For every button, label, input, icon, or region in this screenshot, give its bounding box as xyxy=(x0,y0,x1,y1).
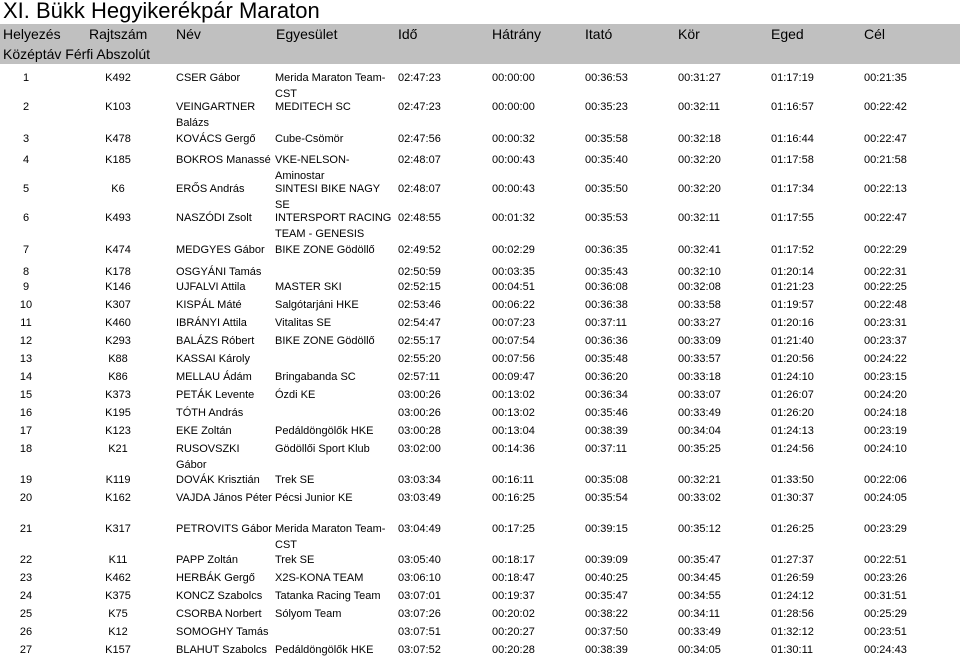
cell-drink: 00:36:53 xyxy=(585,72,628,84)
cell-name: IBRÁNYI Attila xyxy=(176,317,247,329)
cell-finish: 00:23:37 xyxy=(864,335,907,347)
cell-eged: 01:17:58 xyxy=(771,154,814,166)
cell-time: 02:55:17 xyxy=(398,335,441,347)
cell-bib: K474 xyxy=(105,244,131,256)
cell-rank: 18 xyxy=(19,443,33,455)
cell-lap: 00:32:41 xyxy=(678,244,721,256)
cell-time: 03:07:52 xyxy=(398,644,441,656)
cell-drink: 00:39:09 xyxy=(585,554,628,566)
cell-name: VAJDA János Péter xyxy=(176,492,272,504)
cell-finish: 00:23:26 xyxy=(864,572,907,584)
cell-eged: 01:16:44 xyxy=(771,133,814,145)
cell-name: KISPÁL Máté xyxy=(176,299,242,311)
cell-bib: K307 xyxy=(105,299,131,311)
cell-time: 02:47:23 xyxy=(398,101,441,113)
cell-time: 02:52:15 xyxy=(398,281,441,293)
cell-rank: 14 xyxy=(19,371,33,383)
cell-bib: K123 xyxy=(105,425,131,437)
cell-time: 03:07:01 xyxy=(398,590,441,602)
cell-gap: 00:02:29 xyxy=(492,244,535,256)
cell-rank: 10 xyxy=(19,299,33,311)
cell-time: 02:55:20 xyxy=(398,353,441,365)
cell-finish: 00:22:06 xyxy=(864,474,907,486)
cell-name: BOKROS Manassé xyxy=(176,154,271,166)
cell-finish: 00:22:51 xyxy=(864,554,907,566)
cell-time: 03:00:26 xyxy=(398,389,441,401)
cell-rank: 2 xyxy=(22,101,30,113)
header-finish: Cél xyxy=(864,26,886,42)
cell-eged: 01:16:57 xyxy=(771,101,814,113)
cell-club: BIKE ZONE Gödöllő xyxy=(275,244,375,256)
cell-name: EKE Zoltán xyxy=(176,425,232,437)
cell-eged: 01:26:20 xyxy=(771,407,814,419)
cell-rank: 12 xyxy=(19,335,33,347)
cell-gap: 00:00:00 xyxy=(492,101,535,113)
cell-lap: 00:33:58 xyxy=(678,299,721,311)
cell-drink: 00:38:39 xyxy=(585,425,628,437)
cell-bib: K373 xyxy=(105,389,131,401)
cell-drink: 00:35:08 xyxy=(585,474,628,486)
cell-lap: 00:33:49 xyxy=(678,626,721,638)
cell-finish: 00:22:47 xyxy=(864,133,907,145)
cell-eged: 01:21:23 xyxy=(771,281,814,293)
cell-drink: 00:37:11 xyxy=(585,443,628,455)
cell-bib: K162 xyxy=(105,492,131,504)
cell-gap: 00:20:27 xyxy=(492,626,535,638)
cell-name: OSGYÁNI Tamás xyxy=(176,266,262,278)
header-gap: Hátrány xyxy=(492,26,542,42)
cell-rank: 13 xyxy=(19,353,33,365)
cell-name: PETROVITS Gábor xyxy=(176,523,272,535)
cell-time: 03:07:51 xyxy=(398,626,441,638)
cell-drink: 00:35:43 xyxy=(585,266,628,278)
cell-finish: 00:24:18 xyxy=(864,407,907,419)
cell-gap: 00:00:43 xyxy=(492,154,535,166)
cell-rank: 6 xyxy=(22,212,30,224)
cell-club: Pécsi Junior KE xyxy=(275,492,353,504)
cell-finish: 00:21:35 xyxy=(864,72,907,84)
cell-drink: 00:35:48 xyxy=(585,353,628,365)
cell-gap: 00:07:23 xyxy=(492,317,535,329)
header-rank: Helyezés xyxy=(3,26,61,42)
cell-bib: K86 xyxy=(108,371,128,383)
cell-club: SINTESI BIKE NAGY SE xyxy=(275,183,380,211)
cell-time: 03:05:40 xyxy=(398,554,441,566)
cell-time: 02:47:23 xyxy=(398,72,441,84)
cell-time: 03:04:49 xyxy=(398,523,441,535)
cell-rank: 15 xyxy=(19,389,33,401)
cell-eged: 01:24:10 xyxy=(771,371,814,383)
cell-bib: K21 xyxy=(108,443,128,455)
cell-lap: 00:34:55 xyxy=(678,590,721,602)
cell-time: 02:48:07 xyxy=(398,183,441,195)
cell-drink: 00:39:15 xyxy=(585,523,628,535)
cell-club: Merida Maraton Team-CST xyxy=(275,72,386,100)
cell-bib: K88 xyxy=(108,353,128,365)
cell-eged: 01:20:56 xyxy=(771,353,814,365)
cell-bib: K178 xyxy=(105,266,131,278)
cell-time: 03:00:26 xyxy=(398,407,441,419)
cell-lap: 00:32:20 xyxy=(678,183,721,195)
page-title: XI. Bükk Hegyikerékpár Maraton xyxy=(3,0,320,23)
cell-drink: 00:37:50 xyxy=(585,626,628,638)
cell-gap: 00:14:36 xyxy=(492,443,535,455)
cell-finish: 00:31:51 xyxy=(864,590,907,602)
cell-eged: 01:20:14 xyxy=(771,266,814,278)
cell-eged: 01:26:07 xyxy=(771,389,814,401)
cell-bib: K157 xyxy=(105,644,131,656)
cell-finish: 00:23:51 xyxy=(864,626,907,638)
cell-bib: K195 xyxy=(105,407,131,419)
cell-name: ERŐS András xyxy=(176,183,245,195)
cell-gap: 00:00:00 xyxy=(492,72,535,84)
cell-time: 03:00:28 xyxy=(398,425,441,437)
cell-club: Trek SE xyxy=(275,474,315,486)
cell-lap: 00:34:04 xyxy=(678,425,721,437)
cell-bib: K293 xyxy=(105,335,131,347)
cell-bib: K375 xyxy=(105,590,131,602)
cell-name: DOVÁK Krisztián xyxy=(176,474,260,486)
cell-lap: 00:32:08 xyxy=(678,281,721,293)
cell-gap: 00:01:32 xyxy=(492,212,535,224)
header-name: Név xyxy=(176,26,201,42)
cell-time: 02:49:52 xyxy=(398,244,441,256)
cell-bib: K11 xyxy=(108,554,128,566)
cell-bib: K317 xyxy=(105,523,131,535)
cell-eged: 01:24:13 xyxy=(771,425,814,437)
cell-name: HERBÁK Gergő xyxy=(176,572,255,584)
cell-name: CSORBA Norbert xyxy=(176,608,262,620)
cell-lap: 00:34:11 xyxy=(678,608,721,620)
cell-rank: 9 xyxy=(22,281,30,293)
cell-time: 02:54:47 xyxy=(398,317,441,329)
cell-drink: 00:35:53 xyxy=(585,212,628,224)
cell-name: NASZÓDI Zsolt xyxy=(176,212,252,224)
cell-club: BIKE ZONE Gödöllő xyxy=(275,335,375,347)
cell-rank: 22 xyxy=(19,554,33,566)
cell-lap: 00:35:12 xyxy=(678,523,721,535)
cell-finish: 00:22:25 xyxy=(864,281,907,293)
cell-lap: 00:34:05 xyxy=(678,644,721,656)
cell-gap: 00:07:54 xyxy=(492,335,535,347)
cell-gap: 00:16:25 xyxy=(492,492,535,504)
cell-gap: 00:19:37 xyxy=(492,590,535,602)
cell-club: Trek SE xyxy=(275,554,315,566)
cell-rank: 25 xyxy=(19,608,33,620)
cell-club: MASTER SKI xyxy=(275,281,342,293)
cell-eged: 01:27:37 xyxy=(771,554,814,566)
cell-name: VEINGARTNER Balázs xyxy=(176,101,256,129)
cell-gap: 00:06:22 xyxy=(492,299,535,311)
cell-rank: 17 xyxy=(19,425,33,437)
cell-drink: 00:35:46 xyxy=(585,407,628,419)
cell-gap: 00:00:43 xyxy=(492,183,535,195)
cell-eged: 01:17:19 xyxy=(771,72,814,84)
cell-eged: 01:28:56 xyxy=(771,608,814,620)
cell-eged: 01:26:59 xyxy=(771,572,814,584)
header-time: Idő xyxy=(398,26,418,42)
cell-lap: 00:35:47 xyxy=(678,554,721,566)
cell-finish: 00:25:29 xyxy=(864,608,907,620)
cell-rank: 23 xyxy=(19,572,33,584)
cell-club: MEDITECH SC xyxy=(275,101,351,113)
cell-finish: 00:23:29 xyxy=(864,523,907,535)
cell-drink: 00:40:25 xyxy=(585,572,628,584)
header-drink: Itató xyxy=(585,26,613,42)
cell-finish: 00:22:42 xyxy=(864,101,907,113)
header-bib: Rajtszám xyxy=(89,26,148,42)
cell-drink: 00:36:34 xyxy=(585,389,628,401)
cell-eged: 01:26:25 xyxy=(771,523,814,535)
cell-lap: 00:33:57 xyxy=(678,353,721,365)
cell-rank: 1 xyxy=(22,72,30,84)
cell-rank: 27 xyxy=(19,644,33,656)
cell-finish: 00:24:22 xyxy=(864,353,907,365)
cell-rank: 20 xyxy=(19,492,33,504)
cell-eged: 01:17:52 xyxy=(771,244,814,256)
cell-bib: K462 xyxy=(105,572,131,584)
cell-bib: K460 xyxy=(105,317,131,329)
cell-bib: K478 xyxy=(105,133,131,145)
cell-lap: 00:35:25 xyxy=(678,443,721,455)
cell-rank: 8 xyxy=(22,266,30,278)
cell-drink: 00:38:22 xyxy=(585,608,628,620)
cell-lap: 00:33:27 xyxy=(678,317,721,329)
cell-rank: 3 xyxy=(22,133,30,145)
cell-lap: 00:34:45 xyxy=(678,572,721,584)
cell-rank: 4 xyxy=(22,154,30,166)
cell-lap: 00:32:10 xyxy=(678,266,721,278)
cell-finish: 00:22:31 xyxy=(864,266,907,278)
cell-gap: 00:18:47 xyxy=(492,572,535,584)
cell-finish: 00:22:48 xyxy=(864,299,907,311)
cell-time: 03:03:49 xyxy=(398,492,441,504)
cell-rank: 16 xyxy=(19,407,33,419)
cell-club: Vitalitas SE xyxy=(275,317,332,329)
cell-name: SOMOGHY Tamás xyxy=(176,626,269,638)
cell-drink: 00:35:54 xyxy=(585,492,628,504)
cell-drink: 00:37:11 xyxy=(585,317,628,329)
cell-lap: 00:32:11 xyxy=(678,101,721,113)
cell-bib: K119 xyxy=(105,474,131,486)
cell-bib: K493 xyxy=(105,212,131,224)
header-club: Egyesület xyxy=(276,26,338,42)
cell-bib: K185 xyxy=(105,154,131,166)
cell-time: 02:57:11 xyxy=(398,371,441,383)
cell-time: 03:03:34 xyxy=(398,474,441,486)
cell-club: Tatanka Racing Team xyxy=(275,590,381,602)
cell-drink: 00:35:40 xyxy=(585,154,628,166)
column-header-bar xyxy=(0,24,960,44)
cell-name: TÓTH András xyxy=(176,407,244,419)
cell-name: PETÁK Levente xyxy=(176,389,255,401)
cell-drink: 00:36:36 xyxy=(585,335,628,347)
cell-lap: 00:31:27 xyxy=(678,72,721,84)
cell-time: 03:07:26 xyxy=(398,608,441,620)
header-lap: Kör xyxy=(678,26,700,42)
cell-lap: 00:33:49 xyxy=(678,407,721,419)
cell-drink: 00:35:23 xyxy=(585,101,628,113)
cell-bib: K12 xyxy=(108,626,128,638)
cell-eged: 01:17:34 xyxy=(771,183,814,195)
cell-drink: 00:36:38 xyxy=(585,299,628,311)
cell-club: Sólyom Team xyxy=(275,608,342,620)
cell-club: VKE-NELSON-Aminostar xyxy=(275,154,350,182)
cell-finish: 00:23:31 xyxy=(864,317,907,329)
cell-finish: 00:21:58 xyxy=(864,154,907,166)
cell-name: MELLAU Ádám xyxy=(176,371,252,383)
cell-gap: 00:16:11 xyxy=(492,474,535,486)
cell-drink: 00:36:08 xyxy=(585,281,628,293)
category-title: Középtáv Férfi Abszolút xyxy=(3,46,151,62)
cell-name: CSER Gábor xyxy=(176,72,241,84)
cell-finish: 00:22:13 xyxy=(864,183,907,195)
cell-finish: 00:24:05 xyxy=(864,492,907,504)
cell-lap: 00:32:18 xyxy=(678,133,721,145)
cell-eged: 01:19:57 xyxy=(771,299,814,311)
cell-rank: 26 xyxy=(19,626,33,638)
cell-finish: 00:22:29 xyxy=(864,244,907,256)
cell-drink: 00:35:47 xyxy=(585,590,628,602)
cell-drink: 00:36:20 xyxy=(585,371,628,383)
cell-name: KASSAI Károly xyxy=(176,353,250,365)
cell-lap: 00:32:11 xyxy=(678,212,721,224)
cell-time: 02:48:07 xyxy=(398,154,441,166)
cell-lap: 00:32:20 xyxy=(678,154,721,166)
cell-gap: 00:03:35 xyxy=(492,266,535,278)
cell-club: Cube-Csömör xyxy=(275,133,344,145)
cell-club: Pedáldöngölők HKE xyxy=(275,425,374,437)
cell-eged: 01:32:12 xyxy=(771,626,814,638)
cell-gap: 00:07:56 xyxy=(492,353,535,365)
cell-club: Gödöllői Sport Klub xyxy=(275,443,370,455)
cell-time: 03:02:00 xyxy=(398,443,441,455)
cell-time: 02:53:46 xyxy=(398,299,441,311)
cell-time: 02:50:59 xyxy=(398,266,441,278)
cell-name: BLAHUT Szabolcs xyxy=(176,644,267,656)
cell-eged: 01:17:55 xyxy=(771,212,814,224)
cell-drink: 00:38:39 xyxy=(585,644,628,656)
cell-club: X2S-KONA TEAM xyxy=(275,572,364,584)
cell-gap: 00:20:28 xyxy=(492,644,535,656)
cell-eged: 01:30:37 xyxy=(771,492,814,504)
cell-gap: 00:00:32 xyxy=(492,133,535,145)
cell-gap: 00:04:51 xyxy=(492,281,535,293)
cell-lap: 00:33:18 xyxy=(678,371,721,383)
cell-gap: 00:09:47 xyxy=(492,371,535,383)
cell-time: 02:48:55 xyxy=(398,212,441,224)
cell-gap: 00:17:25 xyxy=(492,523,535,535)
cell-club: INTERSPORT RACING TEAM - GENESIS xyxy=(275,212,392,240)
cell-time: 03:06:10 xyxy=(398,572,441,584)
cell-rank: 19 xyxy=(19,474,33,486)
cell-rank: 5 xyxy=(22,183,30,195)
cell-time: 02:47:56 xyxy=(398,133,441,145)
cell-name: UJFALVI Attila xyxy=(176,281,246,293)
cell-bib: K492 xyxy=(105,72,131,84)
cell-gap: 00:18:17 xyxy=(492,554,535,566)
cell-drink: 00:36:35 xyxy=(585,244,628,256)
cell-name: KONCZ Szabolcs xyxy=(176,590,263,602)
cell-eged: 01:30:11 xyxy=(771,644,814,656)
cell-eged: 01:20:16 xyxy=(771,317,814,329)
cell-club: Pedáldöngölők HKE xyxy=(275,644,374,656)
cell-name: BALÁZS Róbert xyxy=(176,335,255,347)
cell-drink: 00:35:58 xyxy=(585,133,628,145)
cell-name: KOVÁCS Gergő xyxy=(176,133,256,145)
cell-finish: 00:23:15 xyxy=(864,371,907,383)
cell-rank: 7 xyxy=(22,244,30,256)
cell-finish: 00:24:20 xyxy=(864,389,907,401)
cell-rank: 11 xyxy=(20,317,32,329)
cell-name: MEDGYES Gábor xyxy=(176,244,265,256)
cell-finish: 00:24:10 xyxy=(864,443,907,455)
cell-lap: 00:33:02 xyxy=(678,492,721,504)
cell-bib: K75 xyxy=(108,608,128,620)
cell-gap: 00:13:02 xyxy=(492,407,535,419)
cell-name: RUSOVSZKI Gábor xyxy=(176,443,240,471)
cell-finish: 00:24:43 xyxy=(864,644,907,656)
header-eged: Eged xyxy=(771,26,804,42)
cell-club: Ózdi KE xyxy=(275,389,316,401)
cell-bib: K6 xyxy=(111,183,125,195)
cell-gap: 00:20:02 xyxy=(492,608,535,620)
cell-name: PAPP Zoltán xyxy=(176,554,238,566)
category-bar xyxy=(0,44,960,64)
cell-eged: 01:24:12 xyxy=(771,590,814,602)
cell-gap: 00:13:04 xyxy=(492,425,535,437)
cell-eged: 01:24:56 xyxy=(771,443,814,455)
cell-gap: 00:13:02 xyxy=(492,389,535,401)
cell-bib: K103 xyxy=(105,101,131,113)
cell-club: Merida Maraton Team-CST xyxy=(275,523,386,551)
cell-club: Salgótarjáni HKE xyxy=(275,299,359,311)
cell-lap: 00:33:09 xyxy=(678,335,721,347)
cell-eged: 01:33:50 xyxy=(771,474,814,486)
cell-rank: 24 xyxy=(19,590,33,602)
cell-lap: 00:33:07 xyxy=(678,389,721,401)
cell-finish: 00:23:19 xyxy=(864,425,907,437)
cell-eged: 01:21:40 xyxy=(771,335,814,347)
cell-finish: 00:22:47 xyxy=(864,212,907,224)
cell-rank: 21 xyxy=(19,523,33,535)
cell-drink: 00:35:50 xyxy=(585,183,628,195)
cell-club: Bringabanda SC xyxy=(275,371,356,383)
cell-lap: 00:32:21 xyxy=(678,474,721,486)
cell-bib: K146 xyxy=(105,281,131,293)
